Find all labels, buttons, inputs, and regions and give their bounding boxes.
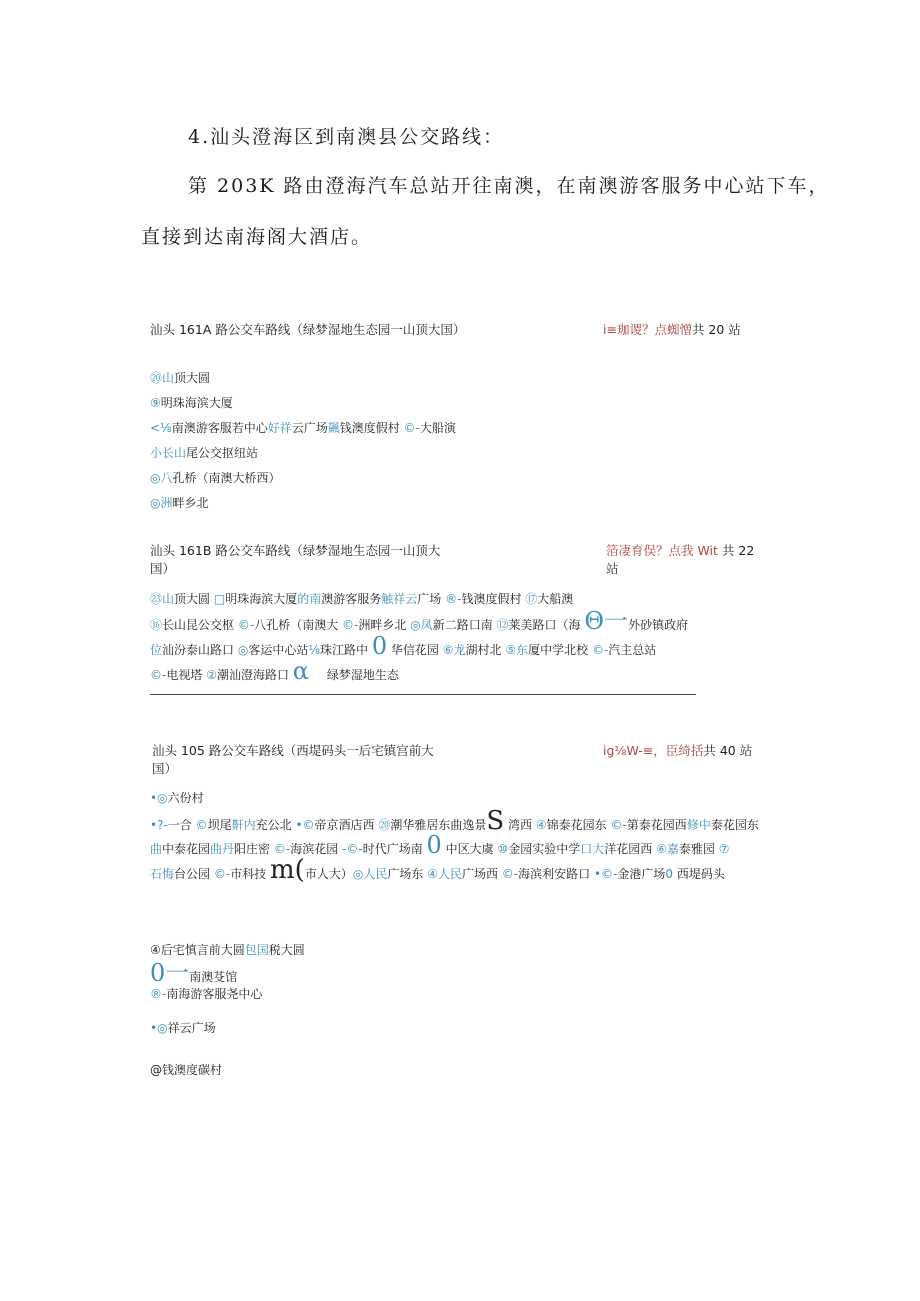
garbled-glyph: 0一 bbox=[150, 959, 190, 987]
route-161a-stop: <⅛南澳游客服若中心好祥云广场飆钱澳度假村 ©-大船演 bbox=[150, 421, 456, 435]
route-105-stops-row: @钱澳度碳村 bbox=[150, 1063, 223, 1077]
garbled-glyph: S bbox=[486, 806, 505, 836]
route-161b-stops-row: 位汕汾泰山路口 ◎客运中心站⅛珠江路中 0 华信花园 ⑥龙湖村北 ⑤东厦中学北校 ©-汽主总站 bbox=[150, 632, 657, 660]
route-161b-stop-count: 共 22 bbox=[717, 543, 755, 558]
route-161a-stop: ⑳山顶大圆 bbox=[150, 371, 211, 385]
route-105-title: 汕头 105 路公交车路线（西堤码头一后宅镇宫前大 bbox=[152, 743, 434, 758]
route-161a-info-garbled: i≡珈谡？点蜘憎 bbox=[603, 322, 692, 337]
garbled-glyph: α bbox=[292, 657, 309, 685]
intro-line-2: 直接到达南海阁大酒店。 bbox=[141, 226, 373, 248]
route-105-title-cont: 国） bbox=[152, 761, 178, 776]
route-105-stops-row: •◎祥云广场 bbox=[150, 1021, 216, 1035]
route-105-info-garbled: ig⅛W-≡，臣绮括 bbox=[603, 743, 704, 758]
route-161a-info bbox=[603, 320, 741, 338]
garbled-glyph: 0 bbox=[371, 632, 388, 660]
garbled-glyph: 0 bbox=[426, 831, 442, 859]
route-161b-stops-row: ㉓山顶大圆 □明珠海滨大厦的南澳游客服务触祥云广场 ®-钱澳度假村 ⑰大船澳 bbox=[150, 592, 574, 606]
route-161a-stop: ◎八孔桥（南澳大桥西） bbox=[150, 471, 281, 485]
route-161b-info-unit: 站 bbox=[606, 561, 619, 576]
route-105-stops-row: •?-一合 ©坝尾鼾内充公北 •©帝京酒店西 ⑳潮华雅居东曲逸景S 湾西 ④锦泰花园东 ©-第泰花园西修中泰花园东 bbox=[150, 806, 759, 836]
route-105-info bbox=[603, 741, 752, 759]
route-105-stops-row: 曲中泰花园曲丹阳庄密 ©-海滨花园 -©-时代广场南 0 中区大虞 ⑩金园实验中学口大洋花园西 ⑥嘉泰雅园 ⑦ bbox=[150, 831, 730, 859]
intro-line-1: 第 203K 路由澄海汽车总站开往南澳，在南澳游客服务中心站下车， bbox=[188, 175, 830, 197]
route-161b-stops-row: ⑯长山昆公交枢 ©-八孔桥（南澳大 ©-洲畔乡北 ◎凤新二路口南 ⑫莱美路口（海 Θ一外砂镇政府 bbox=[150, 607, 689, 635]
route-105-stops-row: 0一南澳芟馆 bbox=[150, 959, 238, 987]
route-161b-title: 汕头 161B 路公交车路线（绿梦湿地生态园一山顶大 bbox=[150, 543, 441, 558]
route-105-stops-row: ④后宅慎言前大圆包国税大圆 bbox=[150, 943, 305, 957]
route-105-stop-count: 共 40 站 bbox=[703, 743, 753, 758]
route-161a-stop-count: 共 20 站 bbox=[691, 322, 741, 337]
section-heading: 4.汕头澄海区到南澳县公交路线： bbox=[188, 126, 505, 148]
garbled-glyph: m( bbox=[270, 855, 305, 885]
route-161a-title: 汕头 161A 路公交车路线（绿梦湿地生态园一山顶大国） bbox=[150, 322, 466, 337]
route-105-stops-row: ®-南海游客服尧中心 bbox=[150, 987, 263, 1001]
section-divider bbox=[150, 694, 696, 695]
route-105-stops-row: 石悔台公园 ©-市科技 m(市人大）◎人民广场东 ④人民广场西 ©-海滨利安路口 •©-金港广场0 西堤码头 bbox=[150, 855, 725, 885]
route-161b-title-cont: 国） bbox=[150, 561, 176, 576]
route-161b-info-garbled: 箔凄育俣？点我 Wit bbox=[606, 543, 718, 558]
route-105-stops-row: •◎六份村 bbox=[150, 791, 204, 805]
route-161b-stops-row: ©-电视塔 ②潮汕澄海路口 α 绿梦湿地生态 bbox=[150, 657, 399, 685]
route-161a-stop: 小长山尾公交抠纽站 bbox=[150, 446, 259, 460]
route-161b-info bbox=[606, 541, 754, 559]
route-161a-stop: ◎洲畔乡北 bbox=[150, 496, 209, 510]
garbled-glyph: Θ一 bbox=[584, 607, 629, 635]
route-161a-stop: ⑨明珠海滨大厦 bbox=[150, 396, 233, 410]
